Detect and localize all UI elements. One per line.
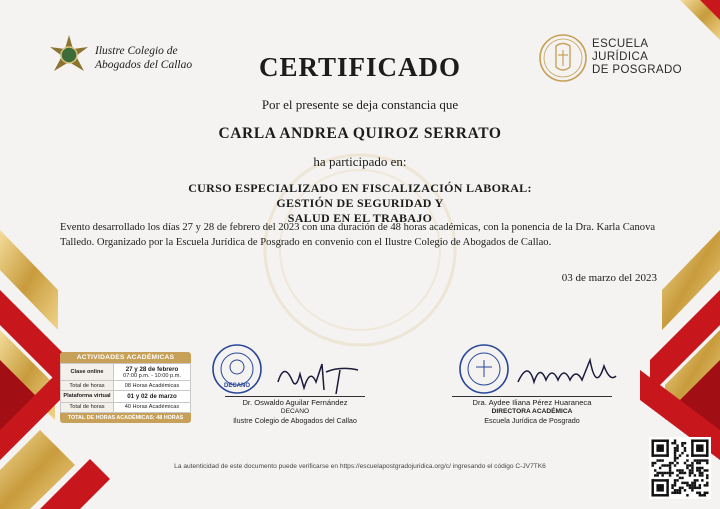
participation-text: ha participado en: bbox=[313, 154, 407, 169]
signature-scribble-icon bbox=[270, 352, 370, 398]
event-description: Evento desarrollado los días 27 y 28 de febrero del 2023 con una duración de 48 horas académicas, con la ponencia de la Dra. Karla Canova Talledo. Organizado por la Escuela Jurídica de Posgrado en convenio con el Ilustre Colegio de Abogados de Callao. bbox=[60, 222, 656, 248]
signature-block-decano: Dr. Oswaldo Aguilar Fernández DECANO Ilustre Colegio de Abogados del Callao bbox=[233, 398, 357, 425]
row-value: 40 Horas Académicas bbox=[114, 402, 191, 412]
row-value: 01 y 02 de marzo bbox=[114, 391, 191, 402]
activities-total: TOTAL DE HORAS ACADÉMICAS: 48 HORAS bbox=[60, 413, 191, 423]
recipient-name: CARLA ANDREA QUIROZ SERRATO bbox=[218, 125, 502, 142]
right-logo-text: ESCUELA JURÍDICA DE POSGRADO bbox=[592, 38, 683, 76]
signature-line bbox=[225, 396, 365, 397]
intro-text: Por el presente se deja constancia que bbox=[261, 97, 459, 112]
row-value: 27 y 28 de febrero 07:00 p.m. - 10:00 p.m. bbox=[114, 364, 191, 381]
directora-seal-icon bbox=[458, 343, 510, 395]
qr-code-icon[interactable] bbox=[649, 437, 711, 499]
row-label: Plataforma virtual bbox=[61, 391, 114, 402]
row-label: Total de horas bbox=[61, 402, 114, 412]
signature-line bbox=[452, 396, 612, 397]
course-title: CURSO ESPECIALIZADO EN FISCALIZACIÓN LABORAL: GESTIÓN DE SEGURIDAD Y SALUD EN EL TRABAJO bbox=[188, 181, 532, 225]
issue-date: 03 de marzo del 2023 bbox=[561, 272, 657, 284]
table-row bbox=[61, 381, 191, 391]
row-label: Total de horas bbox=[61, 381, 114, 391]
signature-block-directora: Dra. Aydee Iliana Pérez Huaraneca DIRECTORA ACADÉMICA Escuela Jurídica de Posgrado bbox=[472, 398, 592, 425]
activities-header: ACTIVIDADES ACADÉMICAS bbox=[60, 352, 191, 363]
seal-label: DECANO bbox=[223, 383, 251, 389]
table-row bbox=[61, 364, 191, 381]
academic-activities-table bbox=[60, 352, 191, 423]
certificate-title: CERTIFICADO bbox=[258, 52, 462, 82]
left-logo-text: Ilustre Colegio de Abogados del Callao bbox=[95, 45, 193, 71]
row-value: 08 Horas Académicas bbox=[114, 381, 191, 391]
signature-scribble-icon bbox=[512, 352, 622, 396]
table-row bbox=[61, 402, 191, 412]
table-row bbox=[61, 391, 191, 402]
decano-seal-icon bbox=[211, 343, 263, 395]
row-label: Clase online bbox=[61, 364, 114, 381]
verification-text: La autenticidad de este documento puede verificarse en https://escuelapostgradojuridica.org/c/ ingresando el código C-JV7TK6 bbox=[174, 463, 546, 470]
